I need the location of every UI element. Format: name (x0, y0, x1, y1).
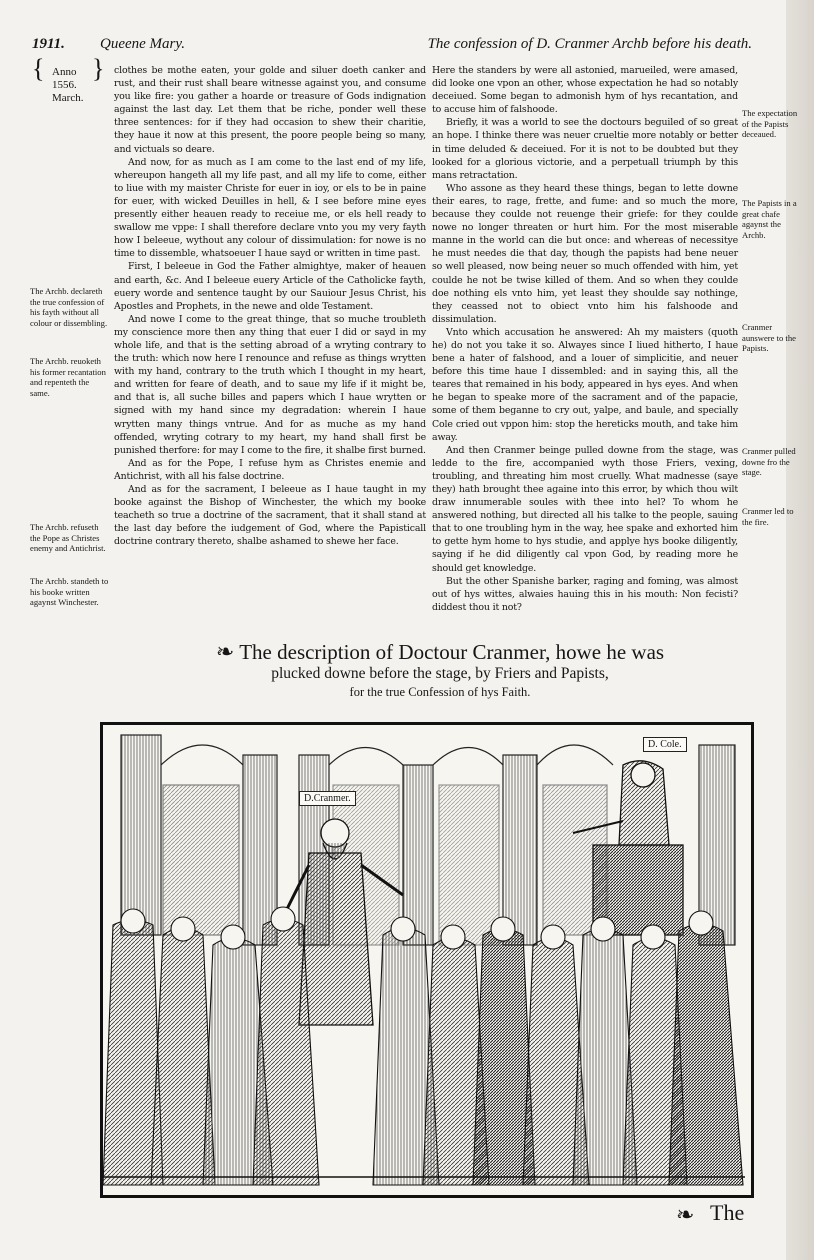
woodcut-illustration (100, 722, 754, 1198)
paragraph: And nowe I come to the great thinge, that so muche troubleth my conscience more then any thing that euer I did or sayd in my whole life, and that is the setting abroad of a wryting contrary to the truth: which now here I renounce and refuse as things wrytten with my hand, contrary to the truth which I thought in my heart, and written for feare of death, and to saue my life if it might be, and that is, all suche billes and papers which I haue wrytten or signed with my hand since my degradation: wherein I haue wrytten many things vntrue. And for as muche as my hand offended, wryting cotrary to my heart, my hand shall first be punished therfore: for may I come to the fire, it shalbe first burned. (114, 313, 426, 456)
paragraph: And now, for as much as I am come to the last end of my life, whereupon hangeth all my life past, and all my life to come, either to liue with my maister Christe for euer in ioy, or els to be in paine for euer, with wicked Deuilles in hell, & I see before mine eyes presently either heauen ready to receiue me, or els hell ready to swallow me vppe: I shall therefore declare vnto you my very fayth how I beleeue, wythout any colour of dissimulation: for nowe is no time to dissemble, whatsoeuer I haue sayd or written in time past. (114, 156, 426, 260)
margin-note: The Archb. refuseth the Pope as Christes enemy and Antichrist. (30, 522, 106, 553)
paragraph: And as for the sacrament, I beleeue as I haue taught in my booke against the Bishop of Winchester, the which my booke teacheth so true a doctrine of the sacrament, that it shall stand at the last day before the iudgement of God, where the Papisticall doctrine contrary thereto, shalbe ashamed to shewe her face. (114, 484, 426, 548)
fleuron-icon: ❧ (676, 1202, 695, 1227)
margin-note: The Papists in a great chafe agaynst the Archb. (742, 198, 797, 240)
paragraph: Here the standers by were all astonied, marueiled, were amased, did looke one vpon an other, whose expectation he had so notably deceiued. Some began to admonish hym of hys recantation, and to accuse him of falshoode. (432, 65, 738, 116)
margin-note: The Archb. reuoketh his former recantation and repenteth the same. (30, 356, 106, 398)
right-text-column (432, 64, 738, 629)
year-note-anno: Anno (52, 66, 77, 78)
heading-text-1: The description of Doctour Cranmer, howe he was (239, 640, 665, 664)
margin-note: Cranmer led to the fire. (742, 506, 794, 527)
year-note-month: March. (52, 92, 84, 104)
catchword: The (710, 1200, 745, 1225)
heading-line-3: for the true Confession of hys Faith. (349, 685, 531, 699)
paragraph: And then Cranmer beinge pulled downe from the stage, was ledde to the fire, accompanied wyth those Friers, vexing, troubling, and threating him most cruelly. What madnesse (saye they) hath brought thee againe into this error, by which thou wilt draw innumerable soules with thee into hel? To whom he answered nothing, but directed all his talke to the people, sauing that to one troubling hym in the way, hee spake and exhorted him to gette hym home to hys studie, and applye hys booke diligently, saying if he did diligently cal vpon God, by reading more he should get knowledge. (432, 444, 738, 574)
label-cole: D. Cole. (643, 737, 687, 752)
margin-note: The expectation of the Papists deceaued. (742, 108, 798, 139)
facing-page-edge (786, 0, 814, 1260)
heading-line-1 (160, 640, 720, 664)
margin-note: The Archb. declareth the true confession of his fayth without all colour or dissembling. (30, 286, 108, 328)
paragraph: clothes be mothe eaten, your golde and siluer doeth canker and rust, and their rust shall beare witnesse against you, and consume you like fire: you gather a hoarde or treasure of Gods indignation against the last day. Let them that be riche, ponder well these three sentences: for if they had occasion to shew their charitie, they haue it now at this present, the poore people being so many, and victuals so deare. (114, 65, 426, 155)
heading-line-2: plucked downe before the stage, by Friers and Papists, (271, 665, 609, 682)
margin-note: Cranmer pulled downe fro the stage. (742, 446, 796, 477)
left-text-column (114, 64, 426, 634)
year-note-year: 1556. (52, 79, 77, 91)
paragraph: First, I beleeue in God the Father almightye, maker of heauen and earth, &c. And I beleeue euery Article of the Catholicke fayth, euery worde and sentence taught by our Sauiour Jesus Christ, his Apostles and Prophets, in the newe and olde Testament. (114, 261, 426, 312)
illustration-heading (160, 640, 720, 701)
fleuron-icon: ❧ (215, 639, 235, 664)
paragraph: And as for the Pope, I refuse hym as Christes enemie and Antichrist, with all his false doctrine. (114, 457, 426, 482)
woodcut-drawing (103, 725, 745, 1189)
left-brace: { (32, 54, 45, 83)
margin-note: Cranmer aunswere to the Papists. (742, 322, 796, 353)
right-brace: } (92, 54, 105, 83)
crowd (103, 907, 743, 1185)
paragraph: But the other Spanishe barker, raging and foming, was almost out of hys wittes, alwaies hauing this in his mouth: Non fecisti? diddest thou it not? (432, 575, 738, 613)
label-cranmer: D.Cranmer. (299, 791, 356, 806)
running-head: Queene Mary. (100, 36, 185, 52)
page-title: The confession of D. Cranmer Archb before his death. (427, 36, 752, 52)
paragraph: Who assone as they heard these things, began to lette downe their eares, to rage, frette, and fume: and so much the more, because they coulde not reuenge their griefe: for they coulde nowe no longer threaten or hurt him. For the most miserable manne in the world can die but once: and whereas of necessitye he must needes die that day, though the papists had bene neuer so well pleased, now being neuer so much offended with him, yet coulde he not be twise killed of them. And so when they coulde doe nothing els vnto him, yet least they shoulde say nothinge, they ceassed not to obiect vnto him his falshoode and dissimulation. (432, 182, 738, 325)
page-number: 1911. (32, 36, 65, 52)
running-header (32, 36, 752, 58)
paragraph: Briefly, it was a world to see the doctours beguiled of so great an hope. I thinke there was neuer crueltie more notably or better in time deluded & deceiued. For it is not to be doubted but they looked for a glorious victorie, and a perpetuall triumph by this mans retractation. (432, 117, 738, 181)
margin-note: The Archb. standeth to his booke written agaynst Winchester. (30, 576, 109, 607)
paragraph: Vnto which accusation he answered: Ah my maisters (quoth he) do not you take it so. Alwayes since I liued hitherto, I haue bene a hater of falshood, and a louer of simplicitie, and neuer before this time haue I dissembled: and in saying this, all the teares that remained in his body, appeared in hys eyes. And when he began to speake more of the sacrament and of the papacie, some of them beganne to cry out, yalpe, and baule, and specially Cole cried out vppon him: stop the hereticks mouth, and take him away. (432, 326, 738, 443)
